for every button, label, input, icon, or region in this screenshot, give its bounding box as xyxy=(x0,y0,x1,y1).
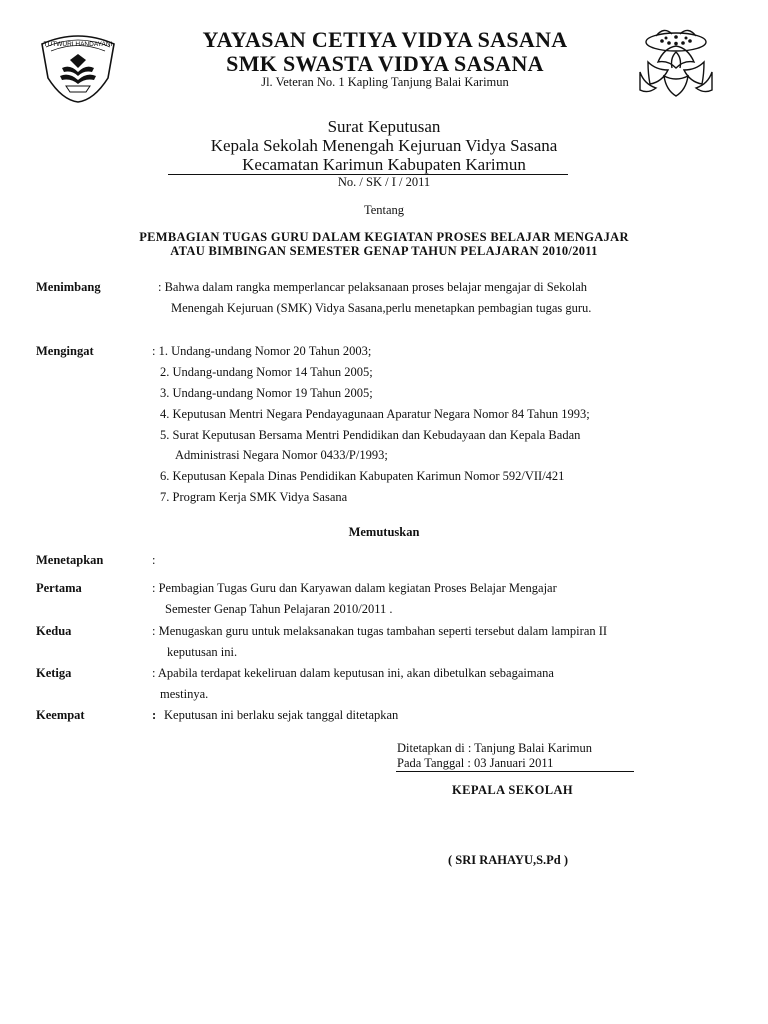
mengingat-item: 6. Keputusan Kepala Dinas Pendidikan Kabupaten Karimun Nomor 592/VII/421 xyxy=(160,469,565,483)
logo-motto-text: TUTWURI HANDAYANI xyxy=(43,41,113,48)
decree-issuer: Kepala Sekolah Menengah Kejuruan Vidya Sasana xyxy=(210,136,558,155)
kedua-label: Kedua xyxy=(36,624,72,638)
mengingat-item: 4. Keputusan Mentri Negara Pendayagunaan Aparatur Negara Nomor 84 Tahun 1993; xyxy=(160,407,590,421)
mengingat-label: Mengingat xyxy=(36,344,94,358)
decree-subject-line1: PEMBAGIAN TUGAS GURU DALAM KEGIATAN PROSES BELAJAR MENGAJAR xyxy=(139,230,629,244)
menetapkan-label: Menetapkan xyxy=(36,553,104,567)
mengingat-item: 3. Undang-undang Nomor 19 Tahun 2005; xyxy=(160,386,373,400)
ketiga-label: Ketiga xyxy=(36,666,72,680)
tut-wuri-handayani-logo xyxy=(36,24,120,104)
kedua-text-line2: keputusan ini. xyxy=(167,645,238,659)
ketiga-text-line2: mestinya. xyxy=(160,687,209,701)
ditetapkan-di-line: Ditetapkan di : Tanjung Balai Karimun xyxy=(397,741,593,755)
school-address: Jl. Veteran No. 1 Kapling Tanjung Balai Karimun xyxy=(261,75,509,89)
pada-tanggal-line: Pada Tanggal : 03 Januari 2011 xyxy=(397,756,554,770)
decree-district: Kecamatan Karimun Kabupaten Karimun xyxy=(242,155,526,174)
decree-number: No. / SK / I / 2011 xyxy=(337,175,431,189)
ketiga-text-line1: : Apabila terdapat kekeliruan dalam keputusan ini, akan dibetulkan sebagaimana xyxy=(152,666,554,680)
lotus-logo xyxy=(634,22,718,104)
decree-title: Surat Keputusan xyxy=(327,117,441,136)
mengingat-item: 2. Undang-undang Nomor 14 Tahun 2005; xyxy=(160,365,373,379)
menimbang-text-line2: Menengah Kejuruan (SMK) Vidya Sasana,perlu menetapkan pembagian tugas guru. xyxy=(171,301,592,315)
pertama-text-line2: Semester Genap Tahun Pelajaran 2010/2011 . xyxy=(165,602,393,616)
signatory-title: KEPALA SEKOLAH xyxy=(452,783,574,797)
mengingat-item: : 1. Undang-undang Nomor 20 Tahun 2003; xyxy=(152,344,372,358)
mengingat-item: 5. Surat Keputusan Bersama Mentri Pendidikan dan Kebudayaan dan Kepala Badan xyxy=(160,428,581,442)
menimbang-text-line1: : Bahwa dalam rangka memperlancar pelaksanaan proses belajar mengajar di Sekolah xyxy=(158,280,587,294)
mengingat-item: 7. Program Kerja SMK Vidya Sasana xyxy=(160,490,348,504)
keempat-label: Keempat xyxy=(36,708,85,722)
keempat-text: Keputusan ini berlaku sejak tanggal ditetapkan xyxy=(164,708,399,722)
school-name: SMK SWASTA VIDYA SASANA xyxy=(226,51,544,76)
foundation-name: YAYASAN CETIYA VIDYA SASANA xyxy=(202,27,568,52)
memutuskan-heading: Memutuskan xyxy=(348,525,420,539)
menetapkan-colon: : xyxy=(152,553,156,567)
mengingat-item: Administrasi Negara Nomor 0433/P/1993; xyxy=(175,448,388,462)
kedua-text-line1: : Menugaskan guru untuk melaksanakan tugas tambahan seperti tersebut dalam lampiran II xyxy=(152,624,608,638)
decree-subject-line2: ATAU BIMBINGAN SEMESTER GENAP TAHUN PELAJARAN 2010/2011 xyxy=(170,244,598,258)
signature-date-rule xyxy=(396,771,634,772)
pertama-text-line1: : Pembagian Tugas Guru dan Karyawan dalam kegiatan Proses Belajar Mengajar xyxy=(152,581,557,595)
pertama-label: Pertama xyxy=(36,581,82,595)
keempat-colon: : xyxy=(152,708,157,722)
signatory-name: ( SRI RAHAYU,S.Pd ) xyxy=(448,853,569,867)
menimbang-label: Menimbang xyxy=(36,280,101,294)
tentang-heading: Tentang xyxy=(363,203,405,217)
